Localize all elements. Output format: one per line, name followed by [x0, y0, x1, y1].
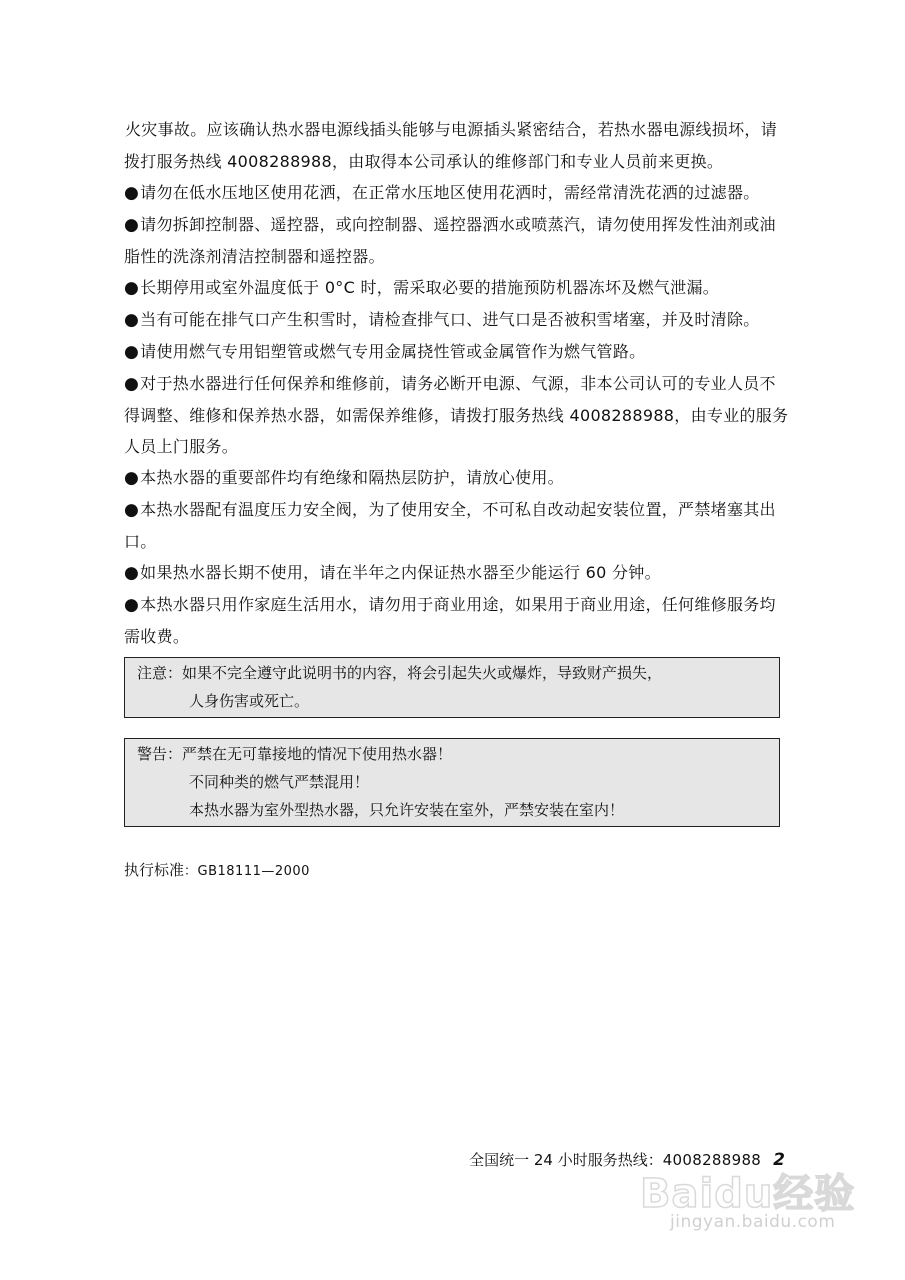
standard-label: 执行标准 — [124, 861, 185, 879]
watermark-logo: Baidu经验 — [640, 1171, 856, 1217]
caution-line-1 — [137, 659, 769, 687]
warning-line-1 — [137, 740, 769, 768]
caution-text: 如果不完全遵守此说明书的内容，将会引起失火或爆炸，导致财产损失， — [182, 664, 663, 682]
watermark-url: jingyan.baidu.com — [670, 1212, 836, 1232]
bullet: ● — [124, 183, 140, 203]
bullet: ● — [124, 278, 140, 298]
caution-label: 注意： — [137, 664, 183, 682]
warning-label: 警告： — [137, 745, 183, 763]
list-item — [124, 589, 789, 652]
paragraph-text: 如果热水器长期不使用，请在半年之内保证热水器至少能运行 60 分钟。 — [140, 563, 661, 582]
bullet: ● — [124, 310, 140, 330]
bullet: ● — [124, 374, 140, 394]
caution-box — [124, 657, 780, 718]
page-number: 2 — [773, 1150, 785, 1170]
list-item — [124, 368, 789, 462]
list-item — [124, 114, 789, 177]
list-item — [124, 557, 789, 589]
bullet: ● — [124, 563, 140, 583]
execution-standard — [124, 856, 310, 886]
paragraph-text: 请使用燃气专用铝塑管或燃气专用金属挠性管或金属管作为燃气管路。 — [140, 342, 646, 361]
bullet: ● — [124, 500, 140, 520]
bullet: ● — [124, 468, 140, 488]
list-item — [124, 462, 789, 494]
paragraph-text: 长期停用或室外温度低于 0°C 时，需采取必要的措施预防机器冻坏及燃气泄漏。 — [140, 278, 720, 297]
bullet: ● — [124, 595, 140, 615]
bullet: ● — [124, 215, 140, 235]
list-item — [124, 272, 789, 304]
list-item — [124, 304, 789, 336]
baidu-watermark — [640, 1162, 860, 1242]
paragraph-text: 对于热水器进行任何保养和维修前，请务必断开电源、气源，非本公司认可的专业人员不得调整、维修和保养热水器，如需保养维修，请拨打服务热线 4008288988，由专业的服务人员上门服务。 — [124, 374, 789, 456]
bullet: ● — [124, 342, 140, 362]
paragraph-text: 请勿拆卸控制器、遥控器，或向控制器、遥控器洒水或喷蒸汽，请勿使用挥发性油剂或油脂性的洗涤剂清洁控制器和遥控器。 — [124, 215, 776, 266]
warning-box — [124, 738, 780, 827]
paragraph-text: 火灾事故。应该确认热水器电源线插头能够与电源插头紧密结合，若热水器电源线损坏，请拨打服务热线 4008288988，由取得本公司承认的维修部门和专业人员前来更换。 — [124, 120, 778, 171]
list-item — [124, 336, 789, 368]
list-item — [124, 177, 789, 209]
paragraph-text: 请勿在低水压地区使用花洒，在正常水压地区使用花洒时，需经常清洗花洒的过滤器。 — [140, 183, 760, 202]
hotline-label: 全国统一 24 小时服务热线： — [469, 1151, 663, 1169]
paragraph-text: 本热水器的重要部件均有绝缘和隔热层防护，请放心使用。 — [140, 468, 564, 487]
caution-line-2: 人身伤害或死亡。 — [189, 692, 310, 710]
list-item — [124, 209, 789, 272]
paragraph-text: 本热水器配有温度压力安全阀，为了使用安全，不可私自改动起安装位置，严禁堵塞其出口。 — [124, 500, 776, 551]
paragraph-text: 本热水器只用作家庭生活用水，请勿用于商业用途，如果用于商业用途，任何维修服务均需收费。 — [124, 595, 776, 646]
standard-code: ：GB18111—2000 — [184, 864, 310, 879]
list-item — [124, 494, 789, 557]
warning-line-2: 不同种类的燃气严禁混用！ — [189, 773, 370, 791]
warning-text: 严禁在无可靠接地的情况下使用热水器！ — [182, 745, 453, 763]
hotline-number: 4008288988 — [662, 1151, 762, 1169]
instruction-list — [124, 114, 789, 652]
warning-line-3: 本热水器为室外型热水器，只允许安装在室外，严禁安装在室内！ — [189, 801, 625, 819]
paragraph-text: 当有可能在排气口产生积雪时，请检查排气口、进气口是否被积雪堵塞，并及时清除。 — [140, 310, 760, 329]
